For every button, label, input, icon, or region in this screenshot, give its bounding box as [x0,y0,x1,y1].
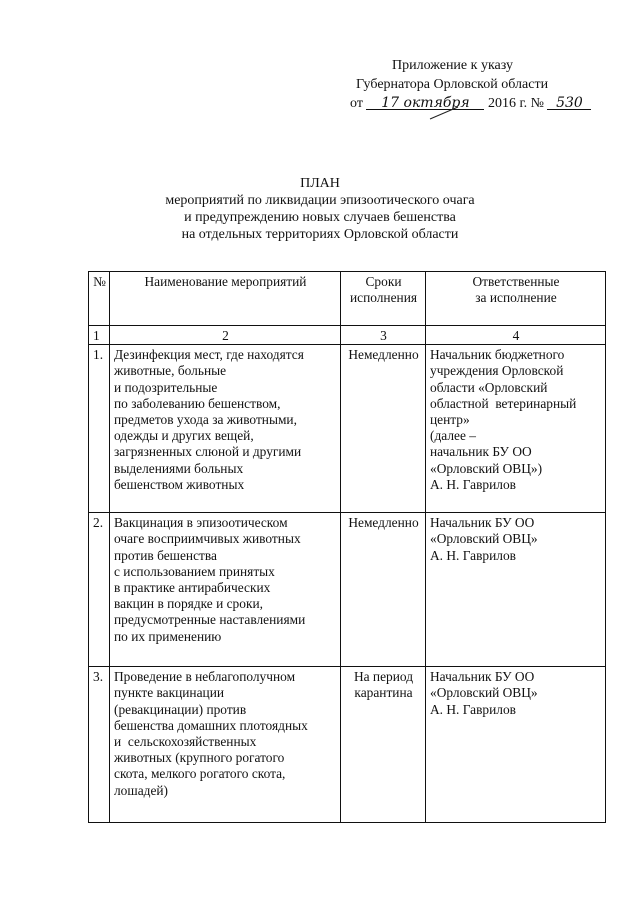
appendix-block [350,56,610,113]
plan-subtitle-3: на отдельных территориях Орловской области [181,227,459,242]
plan-subtitle-2: и предупреждению новых случаев бешенства [184,210,456,225]
column-number-2: 2 [110,326,341,345]
handwritten-number: 530 [556,95,583,111]
header-deadline: Сроки исполнения [341,272,426,326]
table-row [89,513,606,667]
plan-table [88,271,606,823]
column-numbers-row [89,326,606,345]
pen-stroke-mark [428,106,460,120]
row-responsible: Начальник БУ ОО «Орловский ОВЦ» А. Н. Гаврилов [426,513,606,667]
header-activity-name: Наименование мероприятий [110,272,341,326]
appendix-line-3 [350,94,610,113]
appendix-line-1: Приложение к указу [392,58,513,73]
row-deadline: Немедленно [341,345,426,513]
handwritten-date: 17 октября [381,95,470,111]
row-activity: Вакцинация в эпизоотическом очаге восприимчивых животных против бешенства с использованием принятых в практике антирабических вакцин в порядке и сроки, предусмотренные наставлениями по их применению [110,513,341,667]
plan-subtitle-1: мероприятий по ликвидации эпизоотического очага [165,193,475,208]
appendix-line-2: Губернатора Орловской области [356,77,549,92]
header-responsible: Ответственные за исполнение [426,272,606,326]
row-responsible: Начальник БУ ОО «Орловский ОВЦ» А. Н. Гаврилов [426,667,606,823]
table-row [89,345,606,513]
row-deadline: Немедленно [341,513,426,667]
column-number-1: 1 [89,326,110,345]
appendix-date-field [366,94,484,110]
table-header-row [89,272,606,326]
row-activity: Проведение в неблагополучном пункте вакцинации (ревакцинации) против бешенства домашних плотоядных и сельскохозяйственных животных (крупного рогатого скота, мелкого рогатого скота, лошадей) [110,667,341,823]
table-row [89,667,606,823]
appendix-year: 2016 г. № [487,96,544,111]
appendix-number-field [547,94,591,110]
column-number-3: 3 [341,326,426,345]
row-deadline: На период карантина [341,667,426,823]
row-activity: Дезинфекция мест, где находятся животные, больные и подозрительные по заболеванию бешенством, предметов ухода за животными, одежды и других вещей, загрязненных слюной и другими выделениями больных бешенством животных [110,345,341,513]
row-number: 2. [89,513,110,667]
row-responsible: Начальник бюджетного учреждения Орловской области «Орловский областной ветеринарный центр» (далее – начальник БУ ОО «Орловский ОВЦ») А. Н. Гаврилов [426,345,606,513]
row-number: 3. [89,667,110,823]
header-number: № [89,272,110,326]
plan-heading: ПЛАН [300,176,340,191]
row-number: 1. [89,345,110,513]
appendix-from: от [350,96,363,111]
column-number-4: 4 [426,326,606,345]
